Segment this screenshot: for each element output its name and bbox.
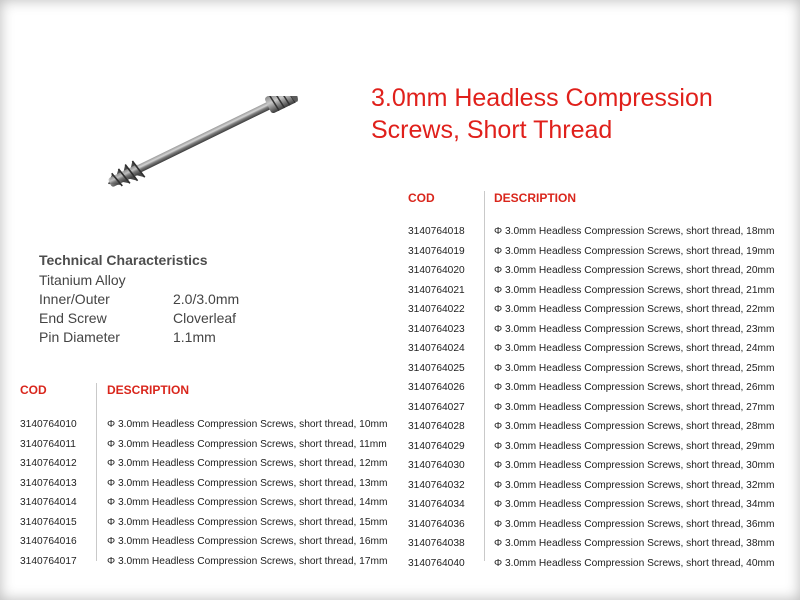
table-row <box>20 454 390 474</box>
tech-key: Titanium Alloy <box>39 272 126 288</box>
product-description: Φ 3.0mm Headless Compression Screws, short thread, 28mm <box>494 421 775 432</box>
title-line-2: Screws, Short Thread <box>371 116 613 144</box>
page-title <box>371 82 791 146</box>
tech-row <box>39 328 239 347</box>
table-body <box>408 222 788 573</box>
table-body <box>20 415 390 571</box>
title-line-1: 3.0mm Headless Compression <box>371 84 713 112</box>
table-row <box>408 281 788 301</box>
product-code: 3140764019 <box>408 245 465 257</box>
table-header <box>408 189 788 207</box>
product-description: Φ 3.0mm Headless Compression Screws, short thread, 40mm <box>494 557 775 569</box>
product-code: 3140764014 <box>20 497 77 508</box>
product-code: 3140764010 <box>20 419 77 430</box>
tech-key: End Screw <box>39 310 107 326</box>
table-row <box>20 493 390 513</box>
product-code: 3140764015 <box>20 516 77 528</box>
product-table-right <box>408 189 788 573</box>
product-description: Φ 3.0mm Headless Compression Screws, short thread, 32mm <box>494 479 775 491</box>
product-description: Φ 3.0mm Headless Compression Screws, short thread, 24mm <box>494 343 775 354</box>
table-row <box>408 300 788 320</box>
table-row <box>20 435 390 455</box>
tech-row <box>39 271 239 290</box>
technical-heading: Technical Characteristics <box>39 252 208 268</box>
tech-value: 2.0/3.0mm <box>173 291 240 307</box>
product-code: 3140764032 <box>408 479 465 491</box>
product-description: Φ 3.0mm Headless Compression Screws, short thread, 12mm <box>107 458 388 469</box>
product-description: Φ 3.0mm Headless Compression Screws, short thread, 17mm <box>107 555 388 567</box>
tech-row <box>39 309 239 328</box>
table-row <box>408 242 788 262</box>
product-code: 3140764038 <box>408 538 465 549</box>
product-code: 3140764013 <box>20 477 77 489</box>
product-description: Φ 3.0mm Headless Compression Screws, short thread, 36mm <box>494 518 775 530</box>
product-code: 3140764023 <box>408 323 465 335</box>
table-row <box>20 552 390 572</box>
table-row <box>408 339 788 359</box>
header-code: COD <box>408 191 435 205</box>
product-code: 3140764020 <box>408 265 465 276</box>
table-row <box>408 554 788 574</box>
product-code: 3140764029 <box>408 440 465 452</box>
product-code: 3140764021 <box>408 284 465 296</box>
product-description: Φ 3.0mm Headless Compression Screws, short thread, 38mm <box>494 538 775 549</box>
product-code: 3140764012 <box>20 458 77 469</box>
product-description: Φ 3.0mm Headless Compression Screws, short thread, 15mm <box>107 516 388 528</box>
table-row <box>408 495 788 515</box>
table-row <box>408 417 788 437</box>
product-code: 3140764022 <box>408 304 465 315</box>
table-row <box>20 532 390 552</box>
table-row <box>408 320 788 340</box>
product-description: Φ 3.0mm Headless Compression Screws, short thread, 11mm <box>107 438 387 450</box>
table-row <box>408 437 788 457</box>
product-code: 3140764034 <box>408 499 465 510</box>
product-description: Φ 3.0mm Headless Compression Screws, short thread, 20mm <box>494 265 775 276</box>
product-table-left <box>20 381 390 571</box>
table-row <box>408 515 788 535</box>
header-code: COD <box>20 383 47 397</box>
table-row <box>408 359 788 379</box>
product-code: 3140764011 <box>20 438 76 450</box>
tech-value: Cloverleaf <box>173 310 237 326</box>
product-description: Φ 3.0mm Headless Compression Screws, short thread, 23mm <box>494 323 775 335</box>
product-code: 3140764024 <box>408 343 465 354</box>
tech-key: Pin Diameter <box>39 329 120 345</box>
product-description: Φ 3.0mm Headless Compression Screws, short thread, 25mm <box>494 362 775 374</box>
product-description: Φ 3.0mm Headless Compression Screws, short thread, 29mm <box>494 440 775 452</box>
product-description: Φ 3.0mm Headless Compression Screws, short thread, 14mm <box>107 497 388 508</box>
product-description: Φ 3.0mm Headless Compression Screws, short thread, 19mm <box>494 245 775 257</box>
headless-compression-screw-image <box>96 96 306 206</box>
header-description: DESCRIPTION <box>494 191 577 205</box>
product-description: Φ 3.0mm Headless Compression Screws, short thread, 34mm <box>494 499 775 510</box>
product-code: 3140764028 <box>408 421 465 432</box>
product-description: Φ 3.0mm Headless Compression Screws, short thread, 26mm <box>494 382 775 393</box>
product-description: Φ 3.0mm Headless Compression Screws, short thread, 22mm <box>494 304 775 315</box>
product-code: 3140764018 <box>408 226 465 237</box>
product-description: Φ 3.0mm Headless Compression Screws, short thread, 27mm <box>494 401 775 413</box>
product-code: 3140764027 <box>408 401 465 413</box>
technical-characteristics <box>39 251 239 347</box>
table-row <box>408 456 788 476</box>
table-row <box>20 513 390 533</box>
product-description: Φ 3.0mm Headless Compression Screws, short thread, 16mm <box>107 536 388 547</box>
product-code: 3140764036 <box>408 518 465 530</box>
product-code: 3140764040 <box>408 557 465 569</box>
table-row <box>20 474 390 494</box>
table-row <box>20 415 390 435</box>
table-row <box>408 398 788 418</box>
table-row <box>408 534 788 554</box>
tech-key: Inner/Outer <box>39 291 110 307</box>
product-description: Φ 3.0mm Headless Compression Screws, short thread, 21mm <box>494 284 775 296</box>
product-description: Φ 3.0mm Headless Compression Screws, short thread, 13mm <box>107 477 388 489</box>
product-code: 3140764025 <box>408 362 465 374</box>
tech-value: 1.1mm <box>173 329 216 345</box>
product-code: 3140764026 <box>408 382 465 393</box>
table-header <box>20 381 390 399</box>
product-description: Φ 3.0mm Headless Compression Screws, short thread, 30mm <box>494 460 775 471</box>
product-code: 3140764016 <box>20 536 77 547</box>
tech-row <box>39 290 239 309</box>
product-code: 3140764030 <box>408 460 465 471</box>
product-description: Φ 3.0mm Headless Compression Screws, short thread, 10mm <box>107 419 388 430</box>
product-code: 3140764017 <box>20 555 77 567</box>
product-description: Φ 3.0mm Headless Compression Screws, short thread, 18mm <box>494 226 775 237</box>
table-row <box>408 378 788 398</box>
table-row <box>408 261 788 281</box>
table-row <box>408 476 788 496</box>
table-row <box>408 222 788 242</box>
header-description: DESCRIPTION <box>107 383 190 397</box>
